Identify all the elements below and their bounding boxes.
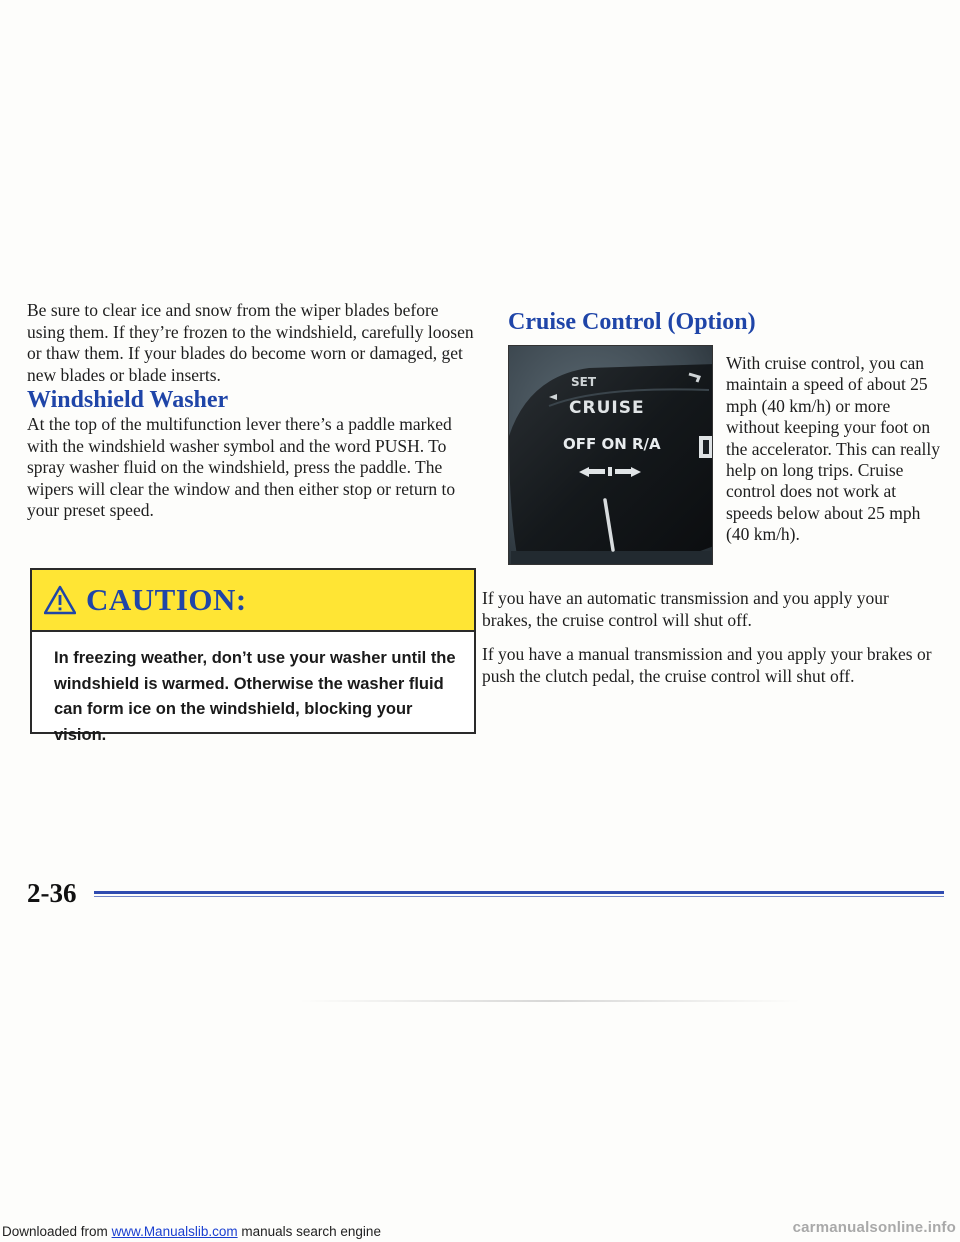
page-rule — [94, 891, 944, 894]
page-number: 2-36 — [27, 878, 77, 908]
cruise-intro-paragraph: With cruise control, you can maintain a speed of about 25 mph (40 km/h) or more without keeping your foot on the accelerator. This can really help on long trips. Cruise control does not work at speeds below about 25 mph (40 km/h). — [726, 353, 940, 545]
cruise-control-lever-illustration — [509, 346, 713, 565]
footer-suffix: manuals search engine — [237, 1224, 381, 1239]
caution-box — [30, 568, 476, 744]
manual-transmission-paragraph: If you have a manual transmission and you apply your brakes or push the clutch pedal, the cruise control will shut off. — [482, 644, 932, 686]
cruise-label: CRUISE — [569, 398, 645, 418]
caution-text: In freezing weather, don’t use your washer until the windshield is warmed. Otherwise the washer fluid can form ice on the windshield, blocking your vision. — [54, 649, 456, 744]
wiper-ice-paragraph: Be sure to clear ice and snow from the wiper blades before using them. If they’re frozen to the windshield, carefully loosen or thaw them. If your blades do become worn or damaged, get new blades or blade inserts. — [27, 300, 474, 385]
left-column — [27, 300, 477, 744]
set-label: SET — [571, 375, 597, 389]
scan-mark — [300, 1000, 800, 1002]
cruise-intro-block — [726, 353, 944, 546]
off-on-ra-label: OFF ON R/A — [563, 435, 661, 453]
download-footer — [2, 1224, 381, 1239]
cruise-control-lever-photo — [508, 345, 713, 565]
automatic-transmission-paragraph: If you have an automatic transmission and you apply your brakes, the cruise control will shut off. — [482, 588, 889, 630]
cruise-control-heading: Cruise Control (Option) — [508, 309, 756, 335]
windshield-washer-paragraph: At the top of the multifunction lever there’s a paddle marked with the windshield washer symbol and the word PUSH. To spray washer fluid on the windshield, press the paddle. The wipers will clear the window and then either stop or return to your preset speed. — [27, 414, 456, 520]
footer-prefix: Downloaded from — [2, 1224, 112, 1239]
windshield-washer-heading: Windshield Washer — [27, 387, 229, 413]
caution-header — [32, 570, 474, 632]
page-rule-thin — [94, 896, 944, 897]
warning-triangle-icon — [44, 585, 76, 615]
caution-title: CAUTION: — [86, 582, 247, 617]
watermark-text: carmanualsonline.info — [792, 1219, 956, 1236]
manualslib-link[interactable]: www.Manualslib.com — [111, 1224, 238, 1239]
